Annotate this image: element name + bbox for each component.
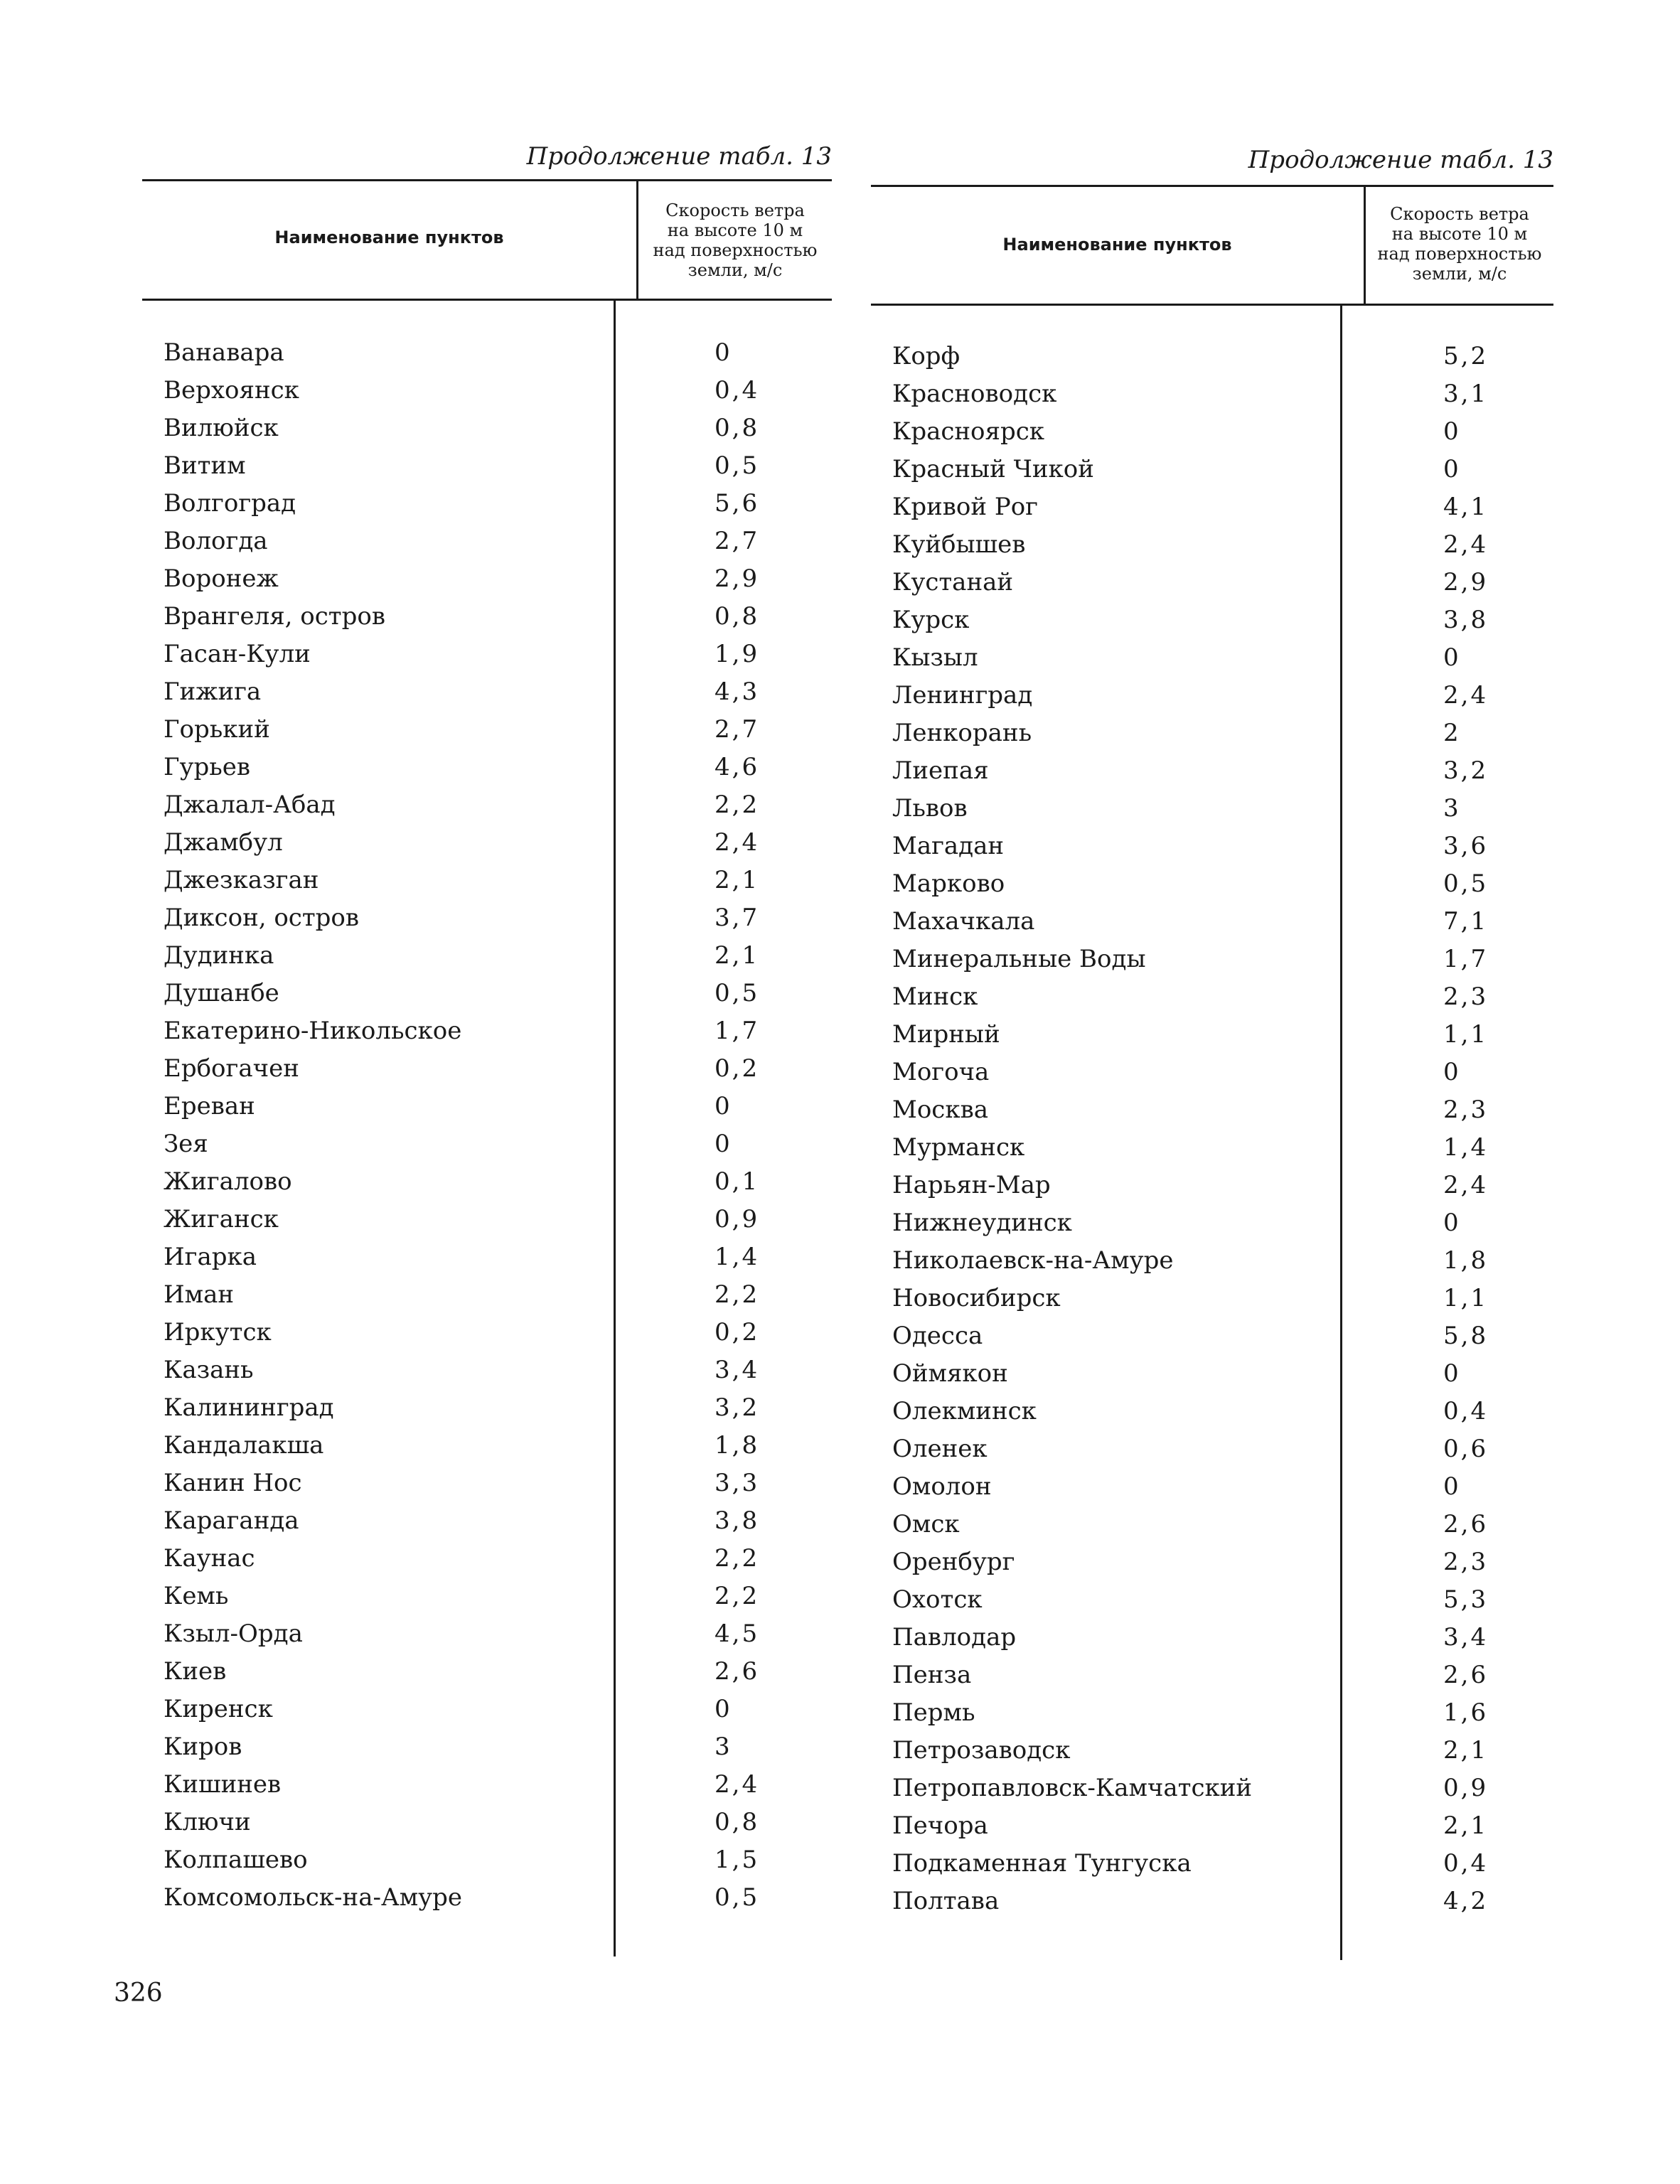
wind-speed-value: 0 [1443,643,1461,672]
table-row [871,865,1553,903]
wind-speed-value: 5,2 [1443,342,1489,370]
place-name: Врангеля, остров [164,602,385,631]
table-row [142,560,832,598]
place-name: Львов [892,794,968,823]
wind-speed-value: 1,8 [715,1431,760,1460]
place-name: Гурьев [164,753,251,781]
table-row [142,1728,832,1766]
header-line: Скорость ветра [665,200,805,220]
place-name: Верхоянск [164,376,299,405]
place-name: Оймякон [892,1359,1008,1388]
left-table [142,142,832,1962]
wind-speed-value: 3,1 [1443,380,1489,408]
place-name: Мирный [892,1020,1000,1049]
wind-speed-value: 1,8 [1443,1246,1489,1275]
wind-speed-value: 2,9 [1443,568,1489,596]
header-rule [142,299,832,301]
wind-speed-value: 0 [715,338,732,367]
header-rule [871,304,1553,306]
wind-speed-value: 2,2 [715,791,760,819]
table-row [871,1167,1553,1204]
header-line: на высоте 10 м [1391,224,1528,244]
wind-speed-value: 4,5 [715,1620,760,1648]
table-row [871,526,1553,564]
place-name: Кызыл [892,643,978,672]
table-row [142,1088,832,1125]
place-name: Одесса [892,1322,983,1350]
wind-speed-value: 4,3 [715,678,760,706]
header-line: земли, м/с [1412,264,1507,284]
place-name: Нижнеудинск [892,1209,1072,1237]
place-name: Кемь [164,1582,229,1610]
place-name: Гасан-Кули [164,640,311,668]
wind-speed-value: 2,4 [1443,530,1489,559]
table-row [871,1581,1553,1619]
table-row [871,1204,1553,1242]
table-row [142,824,832,862]
table-row [142,862,832,899]
wind-speed-value: 1,4 [1443,1133,1489,1162]
table-row [871,488,1553,526]
place-name: Омолон [892,1472,992,1501]
place-name: Полтава [892,1887,1000,1915]
top-rule [142,179,832,181]
table-row [871,1770,1553,1807]
table-row [871,338,1553,375]
place-name: Комсомольск-на-Амуре [164,1883,463,1912]
table-row [142,1125,832,1163]
wind-speed-value: 3,4 [715,1356,760,1384]
place-name: Канин Нос [164,1469,302,1497]
table-row [871,1619,1553,1656]
wind-speed-value: 0,4 [1443,1849,1489,1878]
table-row [142,673,832,711]
wind-speed-value: 0,2 [715,1318,760,1347]
table-row [142,1314,832,1351]
table-body [142,334,832,1917]
place-name: Джезказган [164,866,319,894]
wind-speed-value: 4,2 [1443,1887,1489,1915]
table-row [871,1883,1553,1920]
place-name: Магадан [892,832,1005,860]
place-name: Дудинка [164,941,274,970]
table-row [871,1393,1553,1430]
wind-speed-value: 2,2 [715,1582,760,1610]
place-name: Колпашево [164,1846,308,1874]
wind-speed-value: 2,3 [1443,1096,1489,1124]
place-name: Павлодар [892,1623,1017,1652]
table-row [871,1506,1553,1543]
wind-speed-value: 3,7 [715,904,760,932]
table-body [871,338,1553,1920]
wind-speed-value: 2,1 [715,941,760,970]
column-header-name: Наименование пунктов [1002,235,1232,255]
wind-speed-value: 5,8 [1443,1322,1489,1350]
wind-speed-value: 0,9 [715,1205,760,1233]
wind-speed-value: 0,2 [715,1054,760,1083]
place-name: Могоча [892,1058,990,1086]
wind-speed-value: 1,7 [1443,945,1489,973]
wind-speed-value: 2,2 [715,1544,760,1573]
wind-speed-value: 7,1 [1443,907,1489,936]
place-name: Горький [164,715,270,744]
table-row [871,451,1553,488]
table-row [871,1732,1553,1770]
place-name: Кишинев [164,1770,282,1799]
place-name: Ербогачен [164,1054,299,1083]
table-row [871,1543,1553,1581]
place-name: Диксон, остров [164,904,360,932]
place-name: Петрозаводск [892,1736,1071,1765]
place-name: Ленкорань [892,719,1032,747]
table-row [871,941,1553,978]
right-table [871,146,1553,1966]
wind-speed-value: 0,4 [715,376,760,405]
place-name: Вилюйск [164,414,279,442]
table-row [142,372,832,410]
wind-speed-value: 0,6 [1443,1435,1489,1463]
table-row [142,1050,832,1088]
wind-speed-value: 2,4 [715,1770,760,1799]
table-row [871,1129,1553,1167]
place-name: Джамбул [164,828,283,857]
wind-speed-value: 0 [1443,455,1461,483]
header-line: Скорость ветра [1390,204,1529,224]
place-name: Жигалово [164,1167,292,1196]
place-name: Киев [164,1657,227,1686]
place-name: Джалал-Абад [164,791,336,819]
table-row [871,903,1553,941]
wind-speed-value: 2 [1443,719,1461,747]
place-name: Екатерино-Никольское [164,1017,462,1045]
table-row [871,601,1553,639]
wind-speed-value: 3,3 [715,1469,760,1497]
table-row [871,564,1553,601]
wind-speed-value: 1,1 [1443,1284,1489,1312]
wind-speed-value: 0,8 [715,414,760,442]
place-name: Оленек [892,1435,988,1463]
place-name: Охотск [892,1585,983,1614]
place-name: Москва [892,1096,988,1124]
wind-speed-value: 5,3 [1443,1585,1489,1614]
wind-speed-value: 0 [715,1695,732,1723]
table-row [142,1238,832,1276]
place-name: Пенза [892,1661,972,1689]
wind-speed-value: 0,5 [715,451,760,480]
place-name: Киренск [164,1695,273,1723]
place-name: Витим [164,451,246,480]
place-name: Махачкала [892,907,1035,936]
wind-speed-value: 0,8 [715,602,760,631]
table-row [142,598,832,636]
wind-speed-value: 1,7 [715,1017,760,1045]
table-row [871,752,1553,790]
table-row [871,714,1553,752]
place-name: Воронеж [164,564,279,593]
table-row [871,1694,1553,1732]
place-name: Нарьян-Мар [892,1171,1051,1199]
place-name: Минск [892,983,978,1011]
table-row [871,790,1553,828]
wind-speed-value: 1,6 [1443,1698,1489,1727]
table-caption: Продолжение табл. 13 [526,142,832,171]
wind-speed-value: 3,8 [715,1506,760,1535]
wind-speed-value: 4,1 [1443,493,1489,521]
place-name: Петропавловск-Камчатский [892,1774,1253,1802]
place-name: Николаевск-на-Амуре [892,1246,1174,1275]
table-row [142,1578,832,1615]
wind-speed-value: 2,2 [715,1280,760,1309]
table-row [142,636,832,673]
place-name: Караганда [164,1506,299,1535]
table-row [142,1691,832,1728]
table-row [871,1054,1553,1091]
place-name: Марково [892,869,1005,898]
table-row [142,1351,832,1389]
place-name: Кустанай [892,568,1014,596]
wind-speed-value: 0 [715,1130,732,1158]
table-row [142,1427,832,1465]
wind-speed-value: 3 [715,1733,732,1761]
wind-speed-value: 1,9 [715,640,760,668]
table-row [142,1804,832,1841]
place-name: Курск [892,606,970,634]
wind-speed-value: 0 [715,1092,732,1120]
place-name: Кандалакша [164,1431,324,1460]
table-row [142,1540,832,1578]
table-row [142,447,832,485]
wind-speed-value: 3 [1443,794,1461,823]
table-row [142,1766,832,1804]
table-row [871,1430,1553,1468]
table-row [142,1163,832,1201]
wind-speed-value: 4,6 [715,753,760,781]
wind-speed-value: 2,9 [715,564,760,593]
wind-speed-value: 0 [1443,1472,1461,1501]
table-row [142,711,832,749]
table-row [142,1841,832,1879]
place-name: Красноводск [892,380,1057,408]
place-name: Ереван [164,1092,255,1120]
wind-speed-value: 0,5 [1443,869,1489,898]
page-number: 326 [114,1979,163,2008]
place-name: Ванавара [164,338,284,367]
table-row [142,1465,832,1502]
wind-speed-value: 2,6 [1443,1661,1489,1689]
place-name: Киров [164,1733,242,1761]
table-row [871,828,1553,865]
place-name: Минеральные Воды [892,945,1146,973]
wind-speed-value: 0,8 [715,1808,760,1836]
wind-speed-value: 3,8 [1443,606,1489,634]
place-name: Калининград [164,1393,334,1422]
place-name: Оренбург [892,1548,1015,1576]
place-name: Гижига [164,678,262,706]
table-row [142,1653,832,1691]
place-name: Лиепая [892,756,989,785]
header-line: на высоте 10 м [667,220,803,240]
table-row [871,1242,1553,1280]
place-name: Куйбышев [892,530,1026,559]
wind-speed-value: 2,3 [1443,983,1489,1011]
place-name: Игарка [164,1243,257,1271]
wind-speed-value: 0,5 [715,979,760,1007]
place-name: Подкаменная Тунгуска [892,1849,1192,1878]
wind-speed-value: 3,2 [715,1393,760,1422]
table-row [142,937,832,975]
wind-speed-value: 2,3 [1443,1548,1489,1576]
table-row [871,1807,1553,1845]
wind-speed-value: 2,4 [1443,1171,1489,1199]
place-name: Омск [892,1510,960,1538]
place-name: Казань [164,1356,254,1384]
place-name: Волгоград [164,489,296,518]
place-name: Красноярск [892,417,1045,446]
place-name: Иман [164,1280,235,1309]
wind-speed-value: 0,4 [1443,1397,1489,1425]
header-line: земли, м/с [687,260,783,280]
wind-speed-value: 2,6 [715,1657,760,1686]
wind-speed-value: 0 [1443,1359,1461,1388]
wind-speed-value: 2,4 [715,828,760,857]
table-row [871,1280,1553,1317]
table-row [871,639,1553,677]
place-name: Кривой Рог [892,493,1038,521]
wind-speed-value: 2,1 [1443,1736,1489,1765]
table-row [142,975,832,1012]
table-row [871,1091,1553,1129]
place-name: Пермь [892,1698,975,1727]
wind-speed-value: 2,1 [1443,1811,1489,1840]
wind-speed-value: 0,9 [1443,1774,1489,1802]
wind-speed-value: 0 [1443,417,1461,446]
wind-speed-value: 2,6 [1443,1510,1489,1538]
table-row [871,1317,1553,1355]
column-header-wind-speed [1366,204,1553,284]
wind-speed-value: 2,1 [715,866,760,894]
table-row [871,375,1553,413]
wind-speed-value: 0 [1443,1058,1461,1086]
wind-speed-value: 3,2 [1443,756,1489,785]
wind-speed-value: 0,1 [715,1167,760,1196]
wind-speed-value: 0,5 [715,1883,760,1912]
table-row [142,485,832,523]
place-name: Красный Чикой [892,455,1094,483]
table-row [142,334,832,372]
table-row [142,1276,832,1314]
table-row [871,1016,1553,1054]
place-name: Печора [892,1811,988,1840]
wind-speed-value: 1,4 [715,1243,760,1271]
table-row [142,1615,832,1653]
place-name: Иркутск [164,1318,272,1347]
header-line: над поверхностью [1377,244,1542,264]
place-name: Корф [892,342,961,370]
place-name: Мурманск [892,1133,1025,1162]
table-row [142,786,832,824]
table-row [871,1468,1553,1506]
table-row [871,1845,1553,1883]
place-name: Ключи [164,1808,251,1836]
table-row [142,1502,832,1540]
wind-speed-value: 5,6 [715,489,760,518]
place-name: Вологда [164,527,268,555]
place-name: Каунас [164,1544,255,1573]
header-line: над поверхностью [653,240,818,260]
table-row [871,1656,1553,1694]
column-header-wind-speed [638,200,832,280]
place-name: Кзыл-Орда [164,1620,303,1648]
table-row [142,749,832,786]
wind-speed-value: 1,1 [1443,1020,1489,1049]
wind-speed-value: 2,7 [715,715,760,744]
table-row [142,1201,832,1238]
wind-speed-value: 2,7 [715,527,760,555]
place-name: Ленинград [892,681,1033,710]
table-row [871,978,1553,1016]
wind-speed-value: 3,4 [1443,1623,1489,1652]
wind-speed-value: 3,6 [1443,832,1489,860]
wind-speed-value: 0 [1443,1209,1461,1237]
wind-speed-value: 1,5 [715,1846,760,1874]
top-rule [871,185,1553,187]
place-name: Жиганск [164,1205,279,1233]
table-row [142,1389,832,1427]
table-row [142,1879,832,1917]
table-row [871,1355,1553,1393]
column-header-name: Наименование пунктов [274,228,504,247]
table-row [871,677,1553,714]
place-name: Новосибирск [892,1284,1061,1312]
place-name: Душанбе [164,979,279,1007]
place-name: Зея [164,1130,208,1158]
table-row [871,413,1553,451]
table-row [142,410,832,447]
wind-speed-value: 2,4 [1443,681,1489,710]
table-row [142,899,832,937]
table-row [142,1012,832,1050]
place-name: Олекминск [892,1397,1037,1425]
table-row [142,523,832,560]
table-caption: Продолжение табл. 13 [1248,146,1553,174]
